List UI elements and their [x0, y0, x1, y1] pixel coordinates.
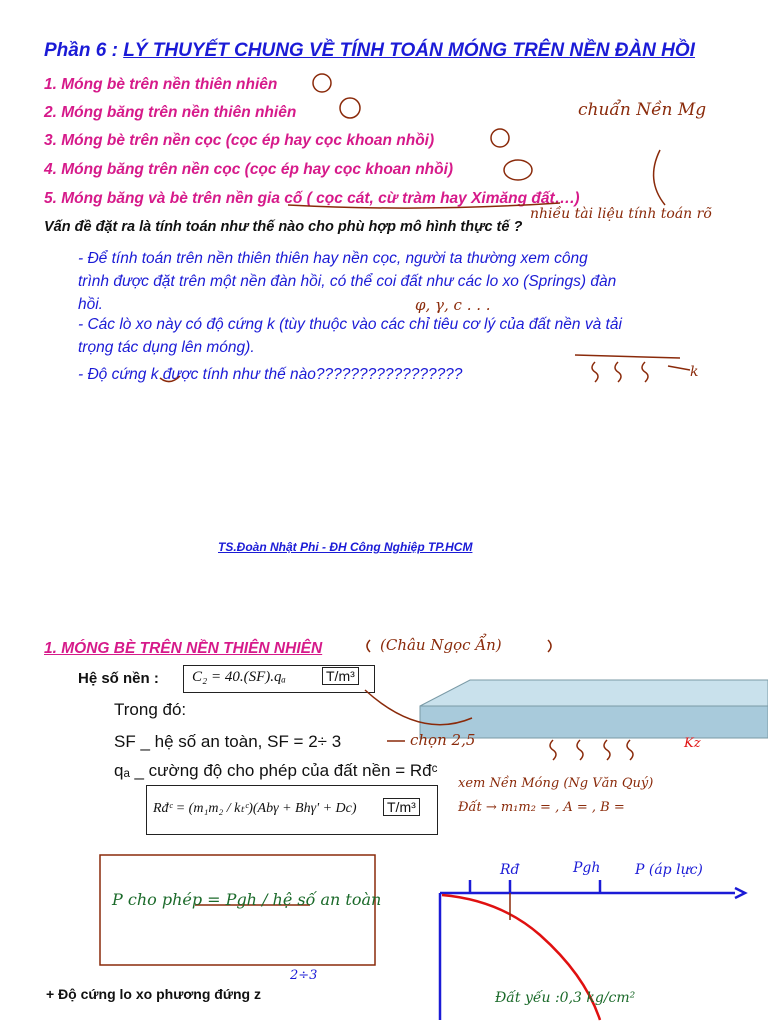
list-item-3: 3. Móng bè trên nền cọc (cọc ép hay cọc khoan nhồi)	[44, 132, 435, 149]
section-title-main: LÝ THUYẾT CHUNG VỀ TÍNH TOÁN MÓNG TRÊN NỀN ĐÀN HỒI	[123, 40, 695, 61]
hw-note1: chuẩn Nền Mg	[578, 100, 707, 120]
hw-note7: xem Nền Móng (Ng Văn Quý)	[458, 776, 654, 791]
circle-4-icon	[504, 160, 532, 180]
para1-line2: trình được đặt trên một nền đàn hồi, có thể coi đất như các lo xo (Springs) đàn	[78, 273, 617, 290]
circle-3-icon	[491, 129, 509, 147]
slide2-heading-text: 1. MÓNG BÈ TRÊN NỀN THIÊN NHIÊN	[44, 640, 323, 657]
section-title-prefix: Phần 6 :	[44, 40, 118, 61]
sf-line: SF _ hệ số an toàn, SF = 2÷ 3	[114, 732, 342, 751]
formula-cz: C₂ = 40.(SF).qₐ	[192, 669, 286, 685]
list-item-4: 4. Móng băng trên nền cọc (cọc ép hay cọc khoan nhồi)	[44, 161, 454, 178]
spring-2	[615, 362, 621, 382]
hand-box	[100, 855, 375, 965]
he-so-nen-label: Hệ số nền :	[78, 670, 159, 687]
sketch-plate	[575, 355, 680, 358]
hw-note2: nhiều tài liệu tính toán rõ	[530, 206, 712, 222]
formula-rd: Rđᶜ = (m₁m₂ / kₜᶜ)(Abγ + Bhγ' + Dc)	[153, 801, 357, 816]
hw-note8: Đất → m₁m₂ = , A = , B =	[458, 800, 625, 815]
hw-note10: P (áp lực)	[635, 862, 703, 878]
spring-3	[642, 362, 648, 382]
hw-note5: (Châu Ngọc Ẩn)	[380, 636, 502, 654]
para1-line1: - Để tính toán trên nền thiên thiên hay nền cọc, người ta thường xem công	[78, 250, 588, 267]
para2-line1: - Các lò xo này có độ cứng k (tùy thuộc vào các chỉ tiêu cơ lý của đất nền và tải	[78, 316, 622, 333]
spring-5	[577, 740, 583, 760]
hw-note9: P cho phép = Pgh / hệ số an toàn	[112, 890, 382, 909]
arrow-curve	[365, 690, 472, 725]
unit-cz: T/m³	[322, 667, 359, 685]
hw-note4: k	[690, 364, 699, 380]
hw-note11: Pgh	[573, 860, 601, 876]
list-item-1: 1. Móng bè trên nền thiên nhiên	[44, 76, 278, 93]
question-text: Vấn đề đặt ra là tính toán như thế nào cho phù hợp mô hình thực tế ?	[44, 219, 523, 235]
paren-close	[548, 640, 551, 652]
hw-note14: 2÷3	[290, 968, 318, 983]
spring-4	[550, 740, 556, 760]
underline-gia-co	[288, 203, 560, 208]
stiffness-line: + Độ cứng lo xo phương đứng z	[46, 986, 261, 1002]
circle-1-icon	[313, 74, 331, 92]
spring-arrow	[668, 366, 690, 370]
brace-right	[654, 150, 665, 205]
paren-open	[367, 640, 370, 652]
para1-line3: hồi.	[78, 296, 103, 313]
list-item-5: 5. Móng băng và bè trên nền gia cố ( cọc cát, cừ tràm hay Ximăng đất….)	[44, 190, 580, 207]
hw-note13: Đất yếu :0,3 kg/cm²	[495, 990, 636, 1006]
chart-x-arrowhead	[735, 888, 745, 898]
spring-7	[627, 740, 633, 760]
circle-2-icon	[340, 98, 360, 118]
unit-rd: T/m³	[383, 798, 420, 816]
spring-6	[604, 740, 610, 760]
footer-author: TS.Đoàn Nhật Phi - ĐH Công Nghiệp TP.HCM	[218, 540, 473, 554]
trong-do-label: Trong đó:	[114, 700, 187, 719]
hw-note6: chọn 2,5	[410, 731, 476, 749]
qa-line: qₐ _ cường độ cho phép của đất nền = Rđᶜ	[114, 761, 438, 780]
hw-note3: φ, γ, c . . .	[415, 296, 491, 314]
para2-line2: trọng tác dụng lên móng).	[78, 339, 255, 356]
underline-k	[160, 376, 180, 382]
hw-note15: Kz	[684, 736, 701, 751]
list-item-2: 2. Móng băng trên nền thiên nhiên	[44, 104, 297, 121]
para3: - Độ cứng k được tính như thế nào?????????????????	[78, 366, 463, 383]
hw-note12: Rđ	[500, 862, 520, 878]
spring-1	[592, 362, 598, 382]
